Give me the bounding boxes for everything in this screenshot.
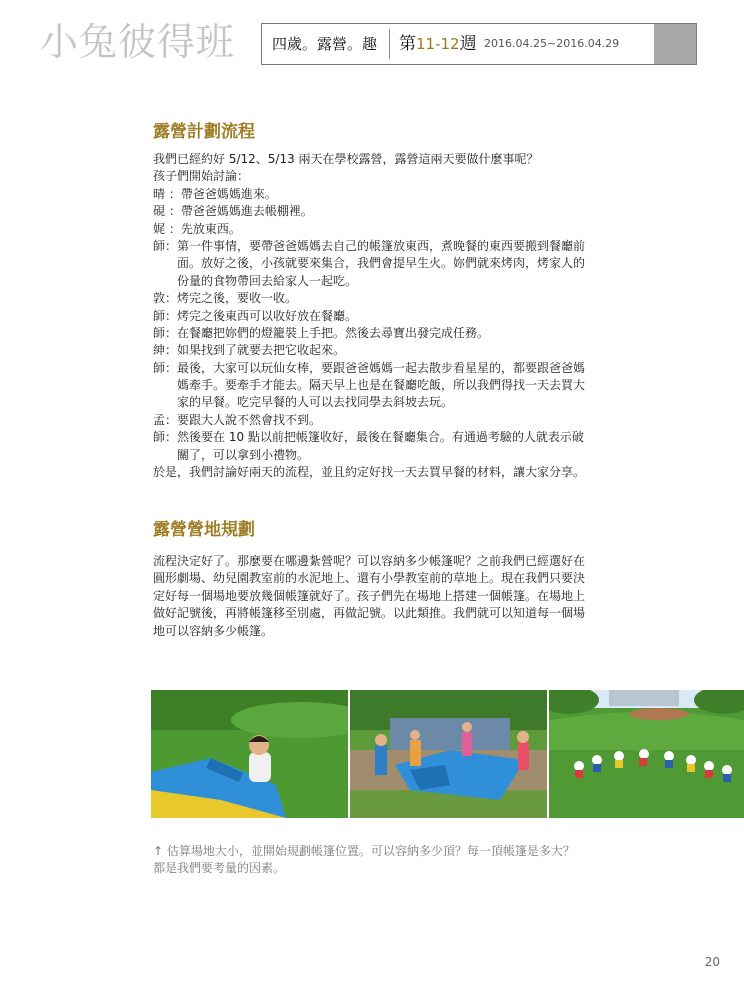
text-line: 師：然後要在 10 點以前把帳篷收好，最後在餐廳集合。有通過考驗的人就表示破 <box>153 430 584 445</box>
photo-children-circle-on-grass <box>549 690 744 818</box>
theme-tag: 四歲。露營。趣 <box>272 35 378 53</box>
caption-line: ↑ 估算場地大小，並開始規劃帳篷位置。可以容納多少頂？每一頂帳篷是多大？ <box>153 844 575 858</box>
plan-discussion-text <box>153 151 613 481</box>
text-line: 敦：烤完之後，要收一收。 <box>153 291 298 306</box>
photo-child-with-tent <box>151 690 348 818</box>
page-number: 20 <box>704 955 720 969</box>
issue-header-box <box>261 23 697 65</box>
section-title-plan: 露營計劃流程 <box>153 122 255 142</box>
text-line: 媽牽手。要牽手才能去。隔天早上也是在餐廳吃飯，所以我們得找一天去買大 <box>177 378 586 393</box>
text-line: 師：第一件事情，要帶爸爸媽媽去自己的帳篷放東西，煮晚餐的東西要搬到餐廳前 <box>153 238 586 253</box>
text-line: 家的早餐。吃完早餐的人可以去找同學去斜坡去玩。 <box>177 395 454 410</box>
text-line: 於是，我們討論好兩天的流程，並且約定好找一天去買早餐的材料，讓大家分享。 <box>153 465 586 480</box>
photo-caption <box>153 843 623 877</box>
text-line: 我們已經約好 5/12、5/13 兩天在學校露營，露營這兩天要做什麼事呢？ <box>153 152 539 166</box>
week-suffix: 週 <box>459 34 477 54</box>
text-line: 師：在餐廳把妳們的燈籠裝上手把。然後去尋寶出發完成任務。 <box>153 325 490 340</box>
text-line: 做好記號後，再將帳篷移至別處，再做記號。以此類推。我們就可以知道每一個場 <box>153 606 586 621</box>
week-range: 11-12 <box>416 35 460 53</box>
week-label <box>399 24 477 64</box>
text-line: 地可以容納多少帳篷。 <box>153 623 274 638</box>
text-line: 流程決定好了。那麼要在哪邊紮營呢？可以容納多少帳篷呢？之前我們已經選好在 <box>153 554 586 568</box>
date-range: 2016.04.25~2016.04.29 <box>484 37 620 50</box>
header-divider <box>389 29 390 59</box>
text-line: 份量的食物帶回去給家人一起吃。 <box>177 273 358 288</box>
caption-line: 都是我們要考量的因素。 <box>153 861 286 875</box>
section-title-site: 露營營地規劃 <box>153 520 255 540</box>
text-line: 孩子們開始討論： <box>153 169 250 184</box>
text-line: 圓形劇場、幼兒園教室前的水泥地上、還有小學教室前的草地上。現在我們只要決 <box>153 571 586 586</box>
text-line: 硯 ：帶爸爸媽媽進去帳棚裡。 <box>153 204 313 219</box>
series-brand-title: 小兔彼得班 <box>40 20 236 64</box>
text-line: 紳：如果找到了就要去把它收起來。 <box>153 343 346 358</box>
text-line: 師：烤完之後東西可以收好放在餐廳。 <box>153 308 358 323</box>
site-planning-paragraph <box>153 553 613 640</box>
text-line: 孟：要跟大人說不然會找不到。 <box>153 412 322 427</box>
text-line: 師：最後，大家可以玩仙女棒，要跟爸爸媽媽一起去散步看星星的，都要跟爸爸媽 <box>153 360 586 375</box>
photo-children-spreading-tent <box>350 690 547 818</box>
week-prefix: 第 <box>399 34 416 54</box>
text-line: 晴 ：帶爸爸媽媽進來。 <box>153 186 277 201</box>
text-line: 定好每一個場地要放幾個帳篷就好了。孩子們先在場地上搭建一個帳篷。在場地上 <box>153 588 586 603</box>
text-line: 娓 ：先放東西。 <box>153 221 241 236</box>
text-line: 面。放好之後，小孩就要來集合，我們會提早生火。妳們就來烤肉，烤家人的 <box>177 256 586 271</box>
header-accent-block <box>654 24 696 64</box>
text-line: 關了，可以拿到小禮物。 <box>177 447 310 462</box>
